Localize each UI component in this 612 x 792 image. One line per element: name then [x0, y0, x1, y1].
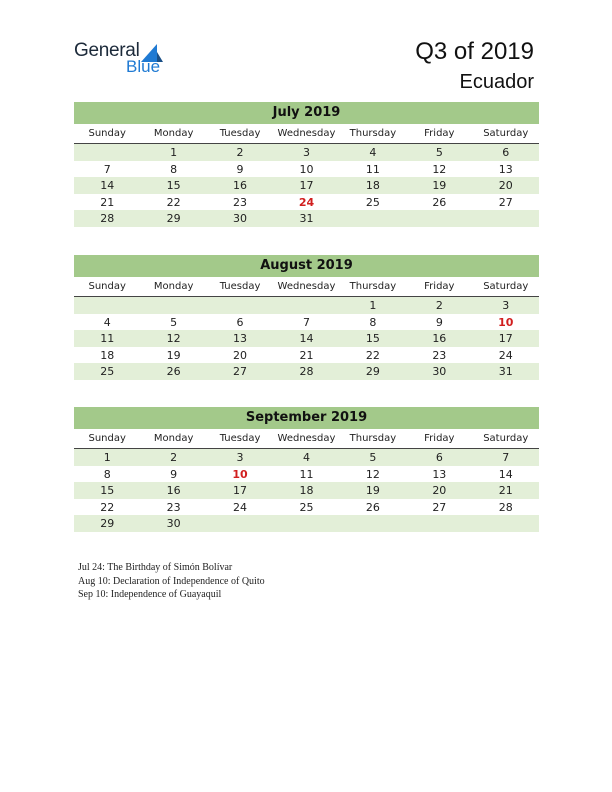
holiday-note: Sep 10: Independence of Guayaquil — [78, 589, 222, 600]
day-cell — [140, 297, 206, 314]
day-cell: 25 — [299, 500, 314, 514]
day-cell: 19 — [432, 179, 447, 192]
day-cell: 28 — [100, 212, 115, 225]
day-cell: 16 — [432, 332, 447, 345]
day-cell: 23 — [166, 500, 181, 514]
day-cell: 20 — [233, 348, 248, 362]
day-cell: 9 — [170, 467, 178, 481]
day-cell: 6 — [502, 146, 510, 159]
day-cell: 1 — [369, 299, 377, 312]
week-row — [74, 449, 539, 466]
day-cell — [207, 515, 273, 532]
day-cell — [406, 210, 472, 227]
holiday-notes — [78, 561, 265, 602]
day-cell — [74, 144, 140, 161]
day-cell: 22 — [365, 348, 380, 362]
week-row — [74, 177, 539, 194]
day-cell — [207, 297, 273, 314]
month-calendar-september — [74, 407, 539, 532]
day-cell: 21 — [100, 195, 115, 209]
weekday-label: Sunday — [88, 128, 126, 139]
day-cell: 3 — [236, 451, 244, 464]
day-cell: 7 — [103, 162, 111, 176]
day-cell — [473, 515, 539, 532]
day-cell: 12 — [166, 332, 181, 345]
day-cell: 25 — [100, 365, 115, 378]
day-cell: 12 — [432, 162, 447, 176]
holiday-day-cell: 10 — [232, 467, 248, 481]
weekday-label: Monday — [153, 128, 194, 139]
day-cell: 19 — [166, 348, 181, 362]
month-calendar-july — [74, 102, 539, 227]
weekday-label: Friday — [424, 128, 455, 139]
holiday-note: Aug 10: Declaration of Independence of Quito — [78, 575, 265, 587]
logo-text-general: General — [74, 40, 140, 61]
day-cell: 20 — [498, 179, 513, 192]
day-cell — [340, 210, 406, 227]
week-row — [74, 210, 539, 227]
day-cell: 30 — [166, 517, 181, 530]
day-cell: 26 — [166, 365, 181, 378]
day-cell: 5 — [369, 451, 377, 464]
day-cell: 7 — [502, 451, 510, 464]
day-cell: 13 — [498, 162, 513, 176]
day-cell: 8 — [170, 162, 178, 176]
weekday-label: Sunday — [88, 433, 126, 444]
day-cell: 4 — [103, 315, 111, 329]
day-cell — [340, 515, 406, 532]
day-cell: 3 — [302, 146, 310, 159]
day-cell: 17 — [299, 179, 314, 192]
weekday-label: Saturday — [483, 281, 529, 292]
day-cell — [74, 297, 140, 314]
weekday-label: Wednesday — [277, 128, 336, 139]
day-cell: 28 — [299, 365, 314, 378]
weekday-label: Monday — [153, 281, 194, 292]
day-cell: 21 — [299, 348, 314, 362]
month-title: September 2019 — [74, 407, 539, 429]
weekday-label: Saturday — [483, 433, 529, 444]
day-cell: 8 — [369, 315, 377, 329]
day-cell — [273, 515, 339, 532]
weekday-label: Thursday — [349, 433, 397, 444]
week-row — [74, 330, 539, 347]
day-cell: 2 — [435, 299, 443, 312]
week-row — [74, 499, 539, 516]
week-row — [74, 515, 539, 532]
day-cell: 6 — [236, 315, 244, 329]
holiday-day-cell: 10 — [498, 315, 514, 329]
day-cell: 27 — [233, 365, 248, 378]
day-cell: 5 — [170, 315, 178, 329]
day-cell: 27 — [432, 500, 447, 514]
day-cell: 23 — [432, 348, 447, 362]
day-cell: 5 — [435, 146, 443, 159]
day-cell — [406, 515, 472, 532]
day-cell: 17 — [498, 332, 513, 345]
day-cell: 1 — [170, 146, 178, 159]
day-cell: 4 — [369, 146, 377, 159]
day-cell: 16 — [166, 484, 181, 497]
day-cell: 29 — [365, 365, 380, 378]
weekday-label: Thursday — [349, 128, 397, 139]
day-cell: 29 — [166, 212, 181, 225]
week-row — [74, 144, 539, 161]
day-cell: 13 — [233, 332, 248, 345]
day-cell: 9 — [435, 315, 443, 329]
day-cell: 19 — [365, 484, 380, 497]
month-title: July 2019 — [74, 102, 539, 124]
day-cell: 14 — [498, 467, 513, 481]
week-row — [74, 161, 539, 178]
day-cell: 16 — [233, 179, 248, 192]
day-cell: 10 — [299, 162, 314, 176]
day-cell: 27 — [498, 195, 513, 209]
month-calendar-august — [74, 255, 539, 380]
weekday-label: Friday — [424, 281, 455, 292]
weekday-label: Tuesday — [219, 128, 261, 139]
weekday-header-row — [74, 429, 539, 449]
day-cell: 2 — [236, 146, 244, 159]
day-cell: 11 — [100, 332, 115, 345]
day-cell: 24 — [233, 500, 248, 514]
day-cell: 20 — [432, 484, 447, 497]
week-row — [74, 466, 539, 483]
day-cell: 22 — [100, 500, 115, 514]
day-cell: 14 — [299, 332, 314, 345]
weekday-header-row — [74, 124, 539, 144]
day-cell: 2 — [170, 451, 178, 464]
day-cell: 11 — [299, 467, 314, 481]
day-cell: 8 — [103, 467, 111, 481]
day-cell: 18 — [299, 484, 314, 497]
day-cell — [273, 297, 339, 314]
day-cell: 31 — [498, 365, 513, 378]
day-cell: 6 — [435, 451, 443, 464]
day-cell: 11 — [365, 162, 380, 176]
page-title: Q3 of 2019 — [415, 38, 534, 65]
weekday-label: Wednesday — [277, 433, 336, 444]
day-cell: 30 — [233, 212, 248, 225]
day-cell: 3 — [502, 299, 510, 312]
month-title: August 2019 — [74, 255, 539, 277]
day-cell: 15 — [166, 179, 181, 192]
day-cell: 1 — [103, 451, 111, 464]
day-cell: 24 — [498, 348, 513, 362]
week-row — [74, 347, 539, 364]
week-row — [74, 194, 539, 211]
day-cell: 22 — [166, 195, 181, 209]
day-cell: 26 — [432, 195, 447, 209]
week-row — [74, 297, 539, 314]
day-cell: 28 — [498, 500, 513, 514]
week-row — [74, 363, 539, 380]
weekday-label: Tuesday — [219, 433, 261, 444]
day-cell: 30 — [432, 365, 447, 378]
weekday-label: Wednesday — [277, 281, 336, 292]
week-row — [74, 482, 539, 499]
weekday-label: Thursday — [349, 281, 397, 292]
day-cell: 23 — [233, 195, 248, 209]
day-cell: 26 — [365, 500, 380, 514]
day-cell: 18 — [100, 348, 115, 362]
day-cell: 21 — [498, 484, 513, 497]
day-cell: 14 — [100, 179, 115, 192]
day-cell: 12 — [365, 467, 380, 481]
day-cell: 4 — [302, 451, 310, 464]
weekday-label: Tuesday — [219, 281, 261, 292]
weekday-label: Sunday — [88, 281, 126, 292]
weekday-label: Friday — [424, 433, 455, 444]
day-cell: 7 — [302, 315, 310, 329]
day-cell: 25 — [365, 195, 380, 209]
day-cell: 13 — [432, 467, 447, 481]
weekday-label: Monday — [153, 433, 194, 444]
week-row — [74, 314, 539, 331]
weekday-header-row — [74, 277, 539, 297]
day-cell: 31 — [299, 212, 314, 225]
country-name: Ecuador — [459, 71, 534, 93]
day-cell: 15 — [100, 484, 115, 497]
day-cell: 29 — [100, 517, 115, 530]
brand-logo — [74, 40, 184, 80]
day-cell: 17 — [233, 484, 248, 497]
day-cell: 15 — [365, 332, 380, 345]
day-cell: 18 — [365, 179, 380, 192]
holiday-note: Jul 24: The Birthday of Simón Bolívar — [78, 562, 233, 573]
holiday-day-cell: 24 — [298, 195, 315, 209]
day-cell: 9 — [236, 162, 244, 176]
weekday-label: Saturday — [483, 128, 529, 139]
day-cell — [473, 210, 539, 227]
logo-text-blue: Blue — [126, 57, 161, 76]
